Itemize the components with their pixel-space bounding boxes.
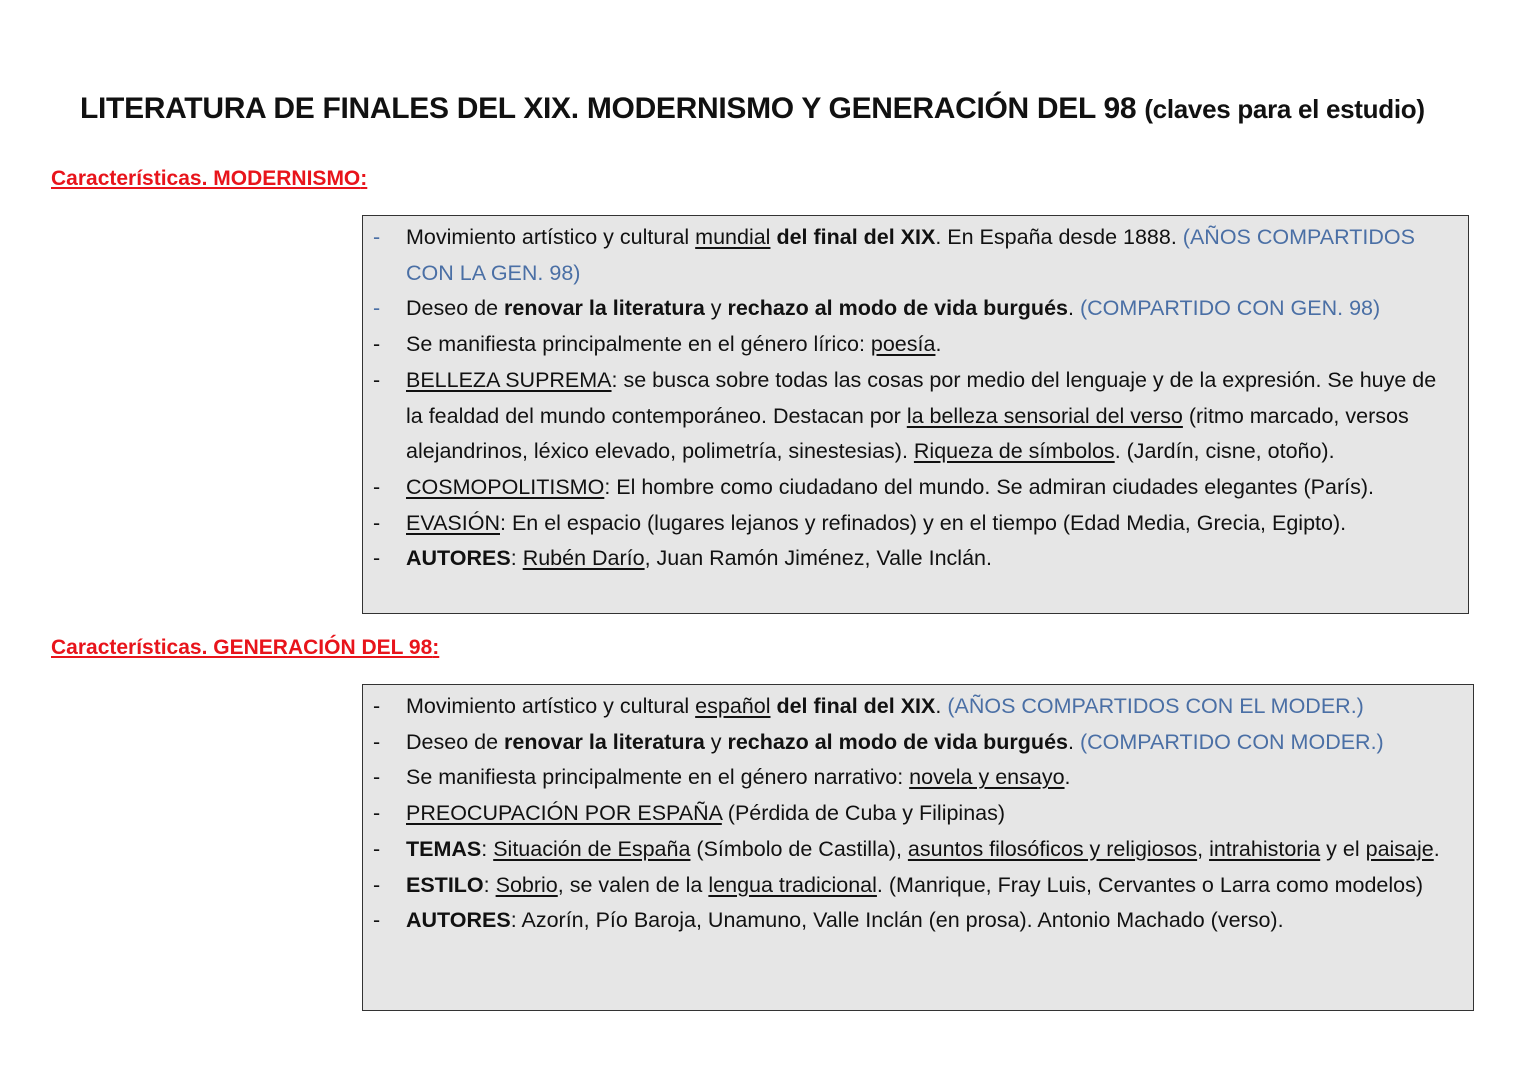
bullet-dash: -: [373, 765, 381, 790]
item-text: [406, 832, 1453, 868]
text-segment: renovar la literatura: [504, 296, 705, 321]
text-segment: Se manifiesta principalmente en el género lírico:: [406, 332, 871, 357]
bullet-dash: -: [373, 546, 381, 571]
list-item: [373, 291, 1448, 327]
list-item: [373, 470, 1448, 506]
text-segment: Riqueza de símbolos: [913, 439, 1115, 464]
item-text: [406, 327, 1448, 363]
text-segment: TEMAS: [406, 836, 482, 861]
bullet-dash: -: [373, 474, 381, 499]
text-segment: AUTORES: [406, 546, 511, 571]
item-text: [406, 363, 1448, 470]
item-text: [406, 220, 1448, 291]
text-segment: EVASIÓN: [406, 510, 500, 535]
text-segment: y: [704, 729, 728, 754]
bullet-dash: -: [373, 908, 381, 933]
text-segment: ESTILO: [406, 872, 484, 897]
text-segment: (COMPARTIDO CON GEN. 98): [1079, 296, 1381, 321]
text-segment: Movimiento artístico y cultural: [406, 225, 696, 249]
list-item: [373, 903, 1453, 939]
bullet-dash: -: [373, 332, 381, 357]
text-segment: .: [1064, 765, 1071, 790]
text-segment: .: [1067, 729, 1080, 754]
modernismo-box: [362, 215, 1469, 614]
text-segment: la belleza sensorial del verso: [906, 403, 1183, 428]
bullet-dash: -: [373, 836, 381, 861]
bullet-dash: -: [373, 872, 381, 897]
generacion-98-box: [362, 684, 1474, 1011]
item-text: [406, 760, 1453, 796]
item-text: [406, 291, 1448, 327]
heading-colon: :: [360, 167, 368, 190]
list-item: [373, 363, 1448, 470]
item-text: [406, 689, 1453, 725]
text-segment: paisaje: [1365, 836, 1434, 861]
item-text: [406, 541, 1448, 577]
text-segment: .: [935, 332, 942, 357]
heading-text: Características. MODERNISMO: [51, 167, 361, 190]
text-segment: (ritmo marcado, versos alejandrinos, léxico elevado, polimetría, sinestesias).: [406, 403, 1409, 464]
list-item: [373, 541, 1448, 577]
bullet-dash: -: [373, 367, 381, 392]
text-segment: (Símbolo de Castilla),: [690, 836, 908, 861]
heading-generacion-98: [51, 636, 439, 660]
text-segment: BELLEZA SUPREMA: [406, 367, 612, 392]
title-subtitle: (claves para el estudio): [1144, 94, 1425, 124]
list-item: [373, 220, 1448, 291]
text-segment: : se busca sobre todas las cosas por medio del lenguaje y de la expresión. Se huye de la fealdad del mundo contemporáneo. Destacan por: [406, 367, 1437, 428]
text-segment: Se manifiesta principalmente en el género narrativo:: [406, 765, 910, 790]
bullet-dash: -: [373, 694, 381, 718]
text-segment: renovar la literatura: [504, 729, 705, 754]
text-segment: poesía: [870, 332, 936, 357]
text-segment: Movimiento artístico y cultural: [406, 694, 696, 718]
text-segment: (AÑOS COMPARTIDOS CON EL MODER.): [947, 694, 1364, 718]
text-segment: Rubén Darío: [522, 546, 645, 571]
text-segment: Situación de España: [493, 836, 691, 861]
text-segment: del final del XIX: [776, 694, 936, 718]
text-segment: , se valen de la: [557, 872, 709, 897]
page-title: [80, 92, 1425, 126]
text-segment: (Pérdida de Cuba y Filipinas): [721, 801, 1006, 826]
text-segment: . (Manrique, Fray Luis, Cervantes o Larra como modelos): [876, 872, 1423, 897]
text-segment: AUTORES: [406, 908, 511, 933]
text-segment: : El hombre como ciudadano del mundo. Se admiran ciudades elegantes (París).: [604, 474, 1374, 499]
heading-modernismo: [51, 167, 367, 191]
bullet-dash: -: [373, 510, 381, 535]
list-item: [373, 868, 1453, 904]
text-segment: (AÑOS COMPARTIDOS CON LA GEN. 98): [406, 225, 1415, 285]
text-segment: (COMPARTIDO CON MODER.): [1079, 729, 1384, 754]
text-segment: del final del XIX: [776, 225, 936, 249]
list-item: [373, 327, 1448, 363]
bullet-dash: -: [373, 296, 381, 321]
list-item: [373, 725, 1453, 761]
item-text: [406, 868, 1453, 904]
item-text: [406, 796, 1453, 832]
text-segment: :: [510, 546, 523, 571]
text-segment: rechazo al modo de vida burgués: [727, 296, 1068, 321]
item-text: [406, 470, 1448, 506]
text-segment: .: [935, 694, 948, 718]
item-text: [406, 506, 1448, 542]
text-segment: : En el espacio (lugares lejanos y refinados) y en el tiempo (Edad Media, Grecia, Egipto).: [500, 510, 1347, 535]
bullet-dash: -: [373, 801, 381, 826]
text-segment: asuntos filosóficos y religiosos: [907, 836, 1198, 861]
text-segment: novela y ensayo: [909, 765, 1065, 790]
heading-colon: :: [432, 636, 440, 659]
text-segment: rechazo al modo de vida burgués: [727, 729, 1068, 754]
text-segment: .: [1433, 836, 1440, 861]
text-segment: Deseo de: [406, 296, 505, 321]
text-segment: mundial: [695, 225, 771, 249]
text-segment: y: [704, 296, 728, 321]
text-segment: Deseo de: [406, 729, 505, 754]
text-segment: : Azorín, Pío Baroja, Unamuno, Valle Inclán (en prosa). Antonio Machado (verso).: [510, 908, 1284, 933]
bullet-dash: -: [373, 729, 381, 754]
text-segment: intrahistoria: [1209, 836, 1321, 861]
list-item: [373, 506, 1448, 542]
text-segment: español: [695, 694, 771, 718]
text-segment: y el: [1320, 836, 1366, 861]
text-segment: , Juan Ramón Jiménez, Valle Inclán.: [644, 546, 992, 571]
heading-text: Características. GENERACIÓN DEL 98: [51, 636, 433, 659]
text-segment: . (Jardín, cisne, otoño).: [1114, 439, 1335, 464]
text-segment: lengua tradicional: [708, 872, 877, 897]
item-text: [406, 903, 1453, 939]
list-item: [373, 832, 1453, 868]
title-main: LITERATURA DE FINALES DEL XIX. MODERNISMO Y GENERACIÓN DEL 98: [80, 92, 1137, 125]
item-text: [406, 725, 1453, 761]
list-item: [373, 796, 1453, 832]
text-segment: .: [1067, 296, 1080, 321]
text-segment: ,: [1197, 836, 1210, 861]
text-segment: PREOCUPACIÓN POR ESPAÑA: [406, 801, 722, 826]
text-segment: :: [481, 836, 494, 861]
text-segment: :: [483, 872, 496, 897]
text-segment: COSMOPOLITISMO: [406, 474, 605, 499]
text-segment: . En España desde 1888.: [935, 225, 1183, 249]
text-segment: Sobrio: [495, 872, 558, 897]
bullet-dash: -: [373, 225, 381, 249]
list-item: [373, 760, 1453, 796]
list-item: [373, 689, 1453, 725]
